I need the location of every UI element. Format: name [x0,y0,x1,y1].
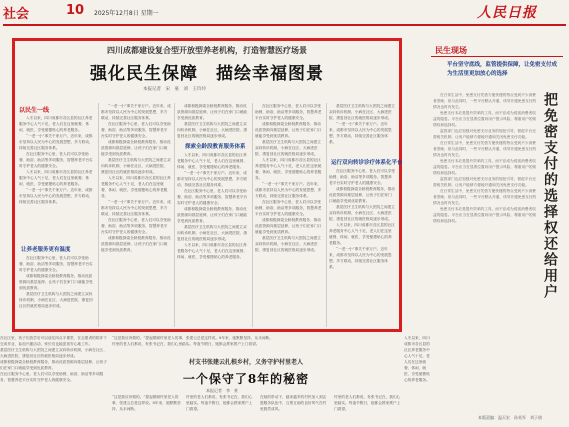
page-number: 10 [66,3,85,18]
main-article-highlight [12,38,402,332]
article-column-1b: 在社区服务中心里，老人们可以享受助餐、助浴、助洁等多项服务，智慧养老平台实时守护老人的健康安全。 成都积极探索全龄段教育服务，推动优质资源向基层延伸，让孩子们在家门口就能享受到优质教育。 基层医疗卫生机构与大医院之间建立双向转诊机制，小病在社区、大病进医院、康复回社区的就医格局逐步形成。 [19,256,93,308]
section-label: 以民生一线 [19,107,50,114]
sidebar-lead-text: 平台坚守底线，监管提供保障，让免密支付成为生活里更加放心的选择 [447,62,558,77]
left-article-column: 在社区里，孩子们放学后可以前往四点半课堂，在志愿者的陪伴下完成作业、参加兴趣活动，家长们也能更加安心地工作。 基层医疗卫生机构与大医院之间建立双向转诊机制，小病在社区、大病进医院、康复回社区的就医格局逐步形成。 成都积极探索全龄段教育服务，推动优质资源向基层延伸，让孩子们在家门口就能享受到优质教育。 在社区服务中心里，老人们可以享受助餐、助浴、助洁等多项服务，智慧养老平台实时守护老人的健康安全。 [0,336,107,382]
column-divider [174,103,175,327]
column-divider [326,103,327,327]
article-kicker: 四川成都建设复合型开放型养老机构，打造智慧医疗场景 [107,45,307,55]
article-column-5a: 基层医疗卫生机构与大医院之间建立双向转诊机制，小病在社区、大病进医院、康复回社区的就医格局逐步形成。 “一老一小”事关千家万户。近年来，成都市坚持以人民为中心的发展思想，多方联动，持续完善社区服务体系。 [329,104,395,144]
article-headline: 强化民生保障 描绘幸福图景 [90,64,324,84]
article-column-1: 入冬以来，四川成都市各区县的社区养老服务中心人气十足，老人们在这里就餐、休闲、就医，享受便捷贴心的养老服务。 “一老一小”事关千家万户。近年来，成都市坚持以人民为中心的发展思想，多方联动，持续完善社区服务体系。 在社区服务中心里，老人们可以享受助餐、助浴、助洁等多项服务，智慧养老平台实时守护老人的健康安全。 入冬以来，四川成都市各区县的社区养老服务中心人气十足，老人们在这里就餐、休闲、就医，享受便捷贴心的养老服务。 “一老一小”事关千家万户。近年来，成都市坚持以人民为中心的发展思想，多方联动，持续完善社区服务体系。 [19,116,93,204]
column-divider [252,103,253,327]
subhead-medical: 运行双向转诊诊疗体系化平台 [331,160,403,166]
column-divider [98,103,99,327]
section-name: 社会 [3,7,30,22]
article-column-3b: 入冬以来，四川成都市各区县的社区养老服务中心人气十足，老人们在这里就餐、休闲、就医，享受便捷贴心的养老服务。 “一老一小”事关千家万户。近年来，成都市坚持以人民为中心的发展思想，多方联动，持续完善社区服务体系。 在社区服务中心里，老人们可以享受助餐、助浴、助洁等多项服务，智慧养老平台实时守护老人的健康安全。 成都积极探索全龄段教育服务，推动优质资源向基层延伸，让孩子们在家门口就能享受到优质教育。 基层医疗卫生机构与大医院之间建立双向转诊机制，小病在社区、大病进医院、康复回社区的就医格局逐步形成。 入冬以来，四川成都市各区县的社区养老服务中心人气十足，老人们在这里就餐、休闲、就医，享受便捷贴心的养老服务。 [177,153,248,259]
bottom-column-1: “这是我应该做的。”提起照顾村里老人的事，张建云总是这样说。8年来，她默默坚持，从未间断。 [112,395,181,411]
sidebar-body: 在日常生活中，免密支付凭借方便快捷的特点受到不少消费者青睐，但与此同时，一些平台默认开通、诱导开通免密支付的情况也时有发生。 免密支付本应是提升效率的工具，而不应成为侵害消费者权益的隐患。平台应当在显著位置向用户提示风险，尊重用户的知情权和选择权。 监管部门也应加强对免密支付业务的规范引导，督促平台完善相关机制，让用户能够方便地开通和关闭免密支付功能。 在日常生活中，免密支付凭借方便快捷的特点受到不少消费者青睐，但与此同时，一些平台默认开通、诱导开通免密支付的情况也时有发生。 免密支付本应是提升效率的工具，而不应成为侵害消费者权益的隐患。平台应当在显著位置向用户提示风险，尊重用户的知情权和选择权。 监管部门也应加强对免密支付业务的规范引导，督促平台完善相关机制，让用户能够方便地开通和关闭免密支付功能。 在日常生活中，免密支付凭借方便快捷的特点受到不少消费者青睐，但与此同时，一些平台默认开通、诱导开通免密支付的情况也时有发生。 免密支付本应是提升效率的工具，而不应成为侵害消费者权益的隐患。平台应当在显著位置向用户提示风险，尊重用户的知情权和选择权。 [433,93,537,223]
subhead-education: 探索全龄段教育服务体系 [185,144,246,150]
page-masthead [0,0,569,26]
bottom-article-top-text: “这是我应该做的。”提起照顾村里老人的事，张建云总是这样说。8年来，她默默坚持，从未间断。 村里的老人们都说，有张书记在，我们心里踏实。每逢节假日，她都会挨家挨户上门看望。 [112,336,273,346]
subhead-elderly-care: 让养老服务更有温度 [21,247,71,253]
article-column-3a: 成都积极探索全龄段教育服务，推动优质资源向基层延伸，让孩子们在家门口就能享受到优质教育。 基层医疗卫生机构与大医院之间建立双向转诊机制，小病在社区、大病进医院、康复回社区的就医格局逐步形成。 [177,104,248,138]
header-rule [3,24,566,26]
article-column-4: 在社区服务中心里，老人们可以享受助餐、助浴、助洁等多项服务，智慧养老平台实时守护老人的健康安全。 成都积极探索全龄段教育服务，推动优质资源向基层延伸，让孩子们在家门口就能享受到优质教育。 基层医疗卫生机构与大医院之间建立双向转诊机制，小病在社区、大病进医院、康复回社区的就医格局逐步形成。 入冬以来，四川成都市各区县的社区养老服务中心人气十足，老人们在这里就餐、休闲、就医，享受便捷贴心的养老服务。 “一老一小”事关千家万户。近年来，成都市坚持以人民为中心的发展思想，多方联动，持续完善社区服务体系。 在社区服务中心里，老人们可以享受助餐、助浴、助洁等多项服务，智慧养老平台实时守护老人的健康安全。 成都积极探索全龄段教育服务，推动优质资源向基层延伸，让孩子们在家门口就能享受到优质教育。 基层医疗卫生机构与大医院之间建立双向转诊机制，小病在社区、大病进医院、康复回社区的就医格局逐步形成。 [255,104,322,252]
bottom-column-2: 村里的老人们都说，有张书记在，我们心里踏实。每逢节假日，她都会挨家挨户上门看望。 [186,395,253,411]
bottom-column-3: 在她的带动下，越来越多的村民加入到志愿服务队伍中，互帮互助的良好风气在村里蔚然成风。 [260,395,327,411]
sidebar-section-label: 民生现场 [435,46,467,55]
bottom-article-byline: 本报记者 李 豪 [206,388,238,393]
bottom-article-title: 一个保守了8年的秘密 [182,372,310,386]
bottom-article-kicker: 村支书张建云扎根乡村，义务守护村里老人 [188,359,303,366]
sidebar-rule [431,56,563,57]
bottom-column-4: 村里的老人们都说，有张书记在，我们心里踏实。每逢节假日，她都会挨家挨户上门看望。 [334,395,401,411]
article-byline: 本报记者 宋 豪 刘 王玲玲 [143,87,206,92]
commentary-title: 把免密支付的选择权还给用户 [543,92,561,300]
article-column-2: “一老一小”事关千家万户。近年来，成都市坚持以人民为中心的发展思想，多方联动，持续完善社区服务体系。 在社区服务中心里，老人们可以享受助餐、助浴、助洁等多项服务，智慧养老平台实时守护老人的健康安全。 成都积极探索全龄段教育服务，推动优质资源向基层延伸，让孩子们在家门口就能享受到优质教育。 基层医疗卫生机构与大医院之间建立双向转诊机制，小病在社区、大病进医院、康复回社区的就医格局逐步形成。 入冬以来，四川成都市各区县的社区养老服务中心人气十足，老人们在这里就餐、休闲、就医，享受便捷贴心的养老服务。 “一老一小”事关千家万户。近年来，成都市坚持以人民为中心的发展思想，多方联动，持续完善社区服务体系。 在社区服务中心里，老人们可以享受助餐、助浴、助洁等多项服务，智慧养老平台实时守护老人的健康安全。 成都积极探索全龄段教育服务，推动优质资源向基层延伸，让孩子们在家门口就能享受到优质教育。 [101,104,171,252]
editor-credit: 本版责编：温天宏 孙英军 刘子倩 [478,415,542,420]
publication-date: 2025年12月8日 星期一 [94,10,159,17]
newspaper-logo: 人民日报 [477,5,537,21]
article-column-5b: 在社区服务中心里，老人们可以享受助餐、助浴、助洁等多项服务，智慧养老平台实时守护老人的健康安全。 成都积极探索全龄段教育服务，推动优质资源向基层延伸，让孩子们在家门口就能享受到优质教育。 基层医疗卫生机构与大医院之间建立双向转诊机制，小病在社区、大病进医院、康复回社区的就医格局逐步形成。 入冬以来，四川成都市各区县的社区养老服务中心人气十足，老人们在这里就餐、休闲、就医，享受便捷贴心的养老服务。 “一老一小”事关千家万户。近年来，成都市坚持以人民为中心的发展思想，多方联动，持续完善社区服务体系。 [329,169,395,269]
right-article-column: 入冬以来，四川成都市各区县的社区养老服务中心人气十足，老人们在这里就餐、休闲、就医，享受便捷贴心的养老服务。 [404,336,430,382]
